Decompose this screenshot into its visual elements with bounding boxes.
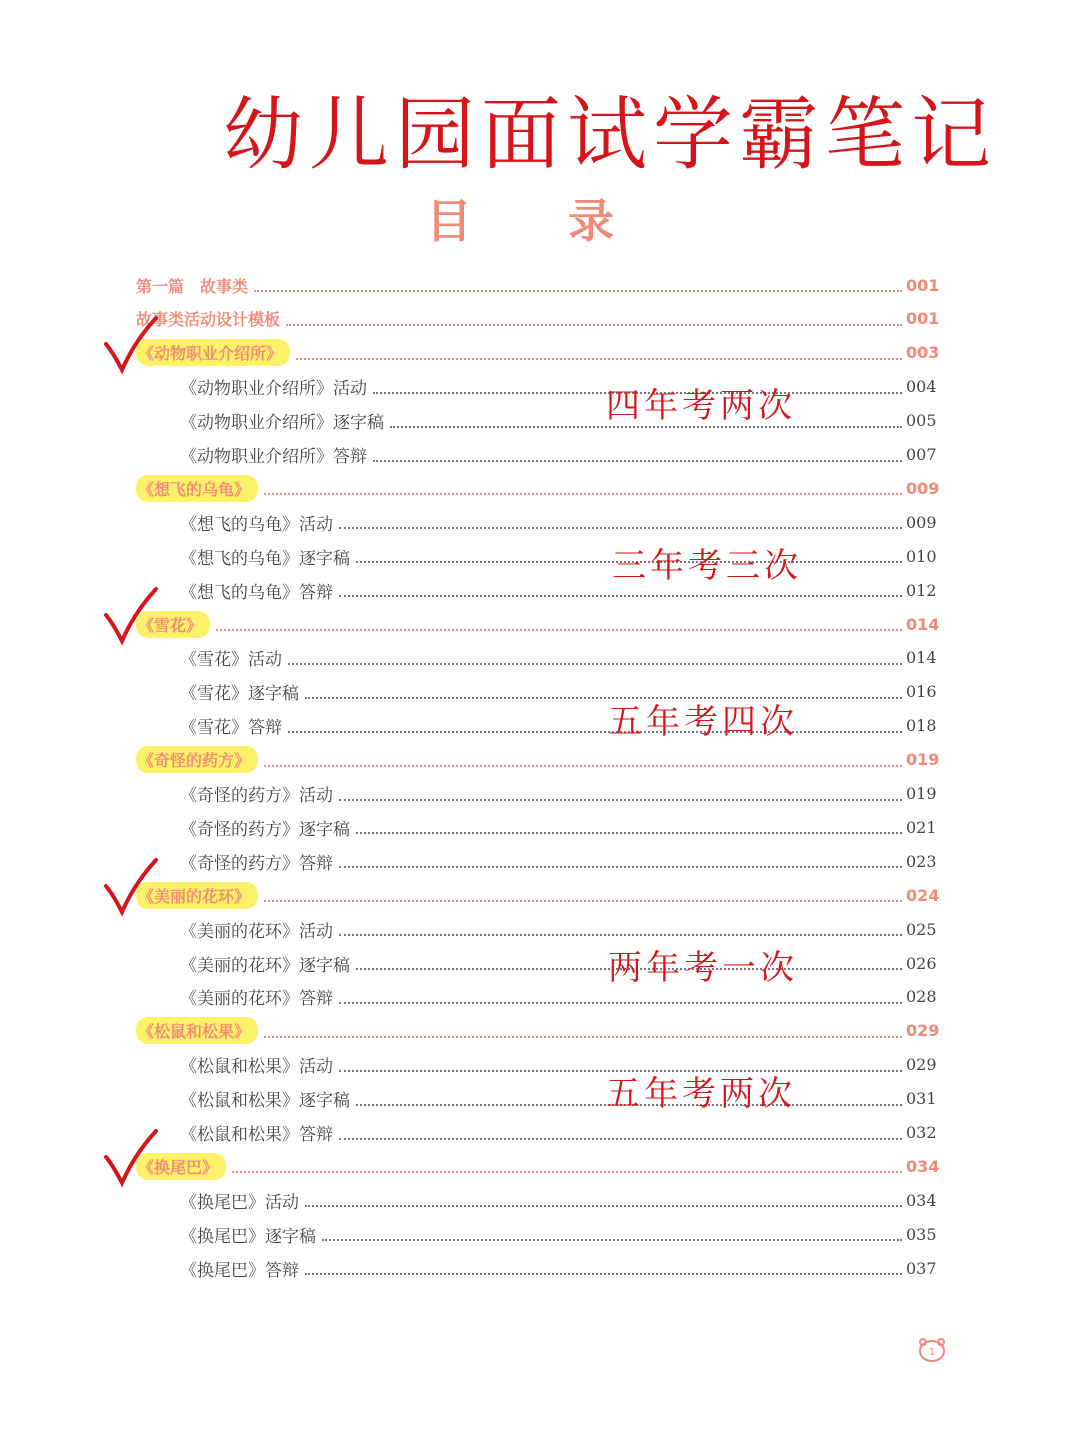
toc-item-row[interactable] [180, 505, 937, 539]
toc-entry-title: 《雪花》答辩 [180, 718, 282, 739]
toc-page-number: 014 [906, 648, 937, 668]
toc-page-number: 032 [906, 1123, 937, 1142]
toc-page-number: 010 [906, 546, 937, 566]
toc-item-row[interactable] [180, 1082, 937, 1116]
dot-leader [305, 697, 902, 699]
toc-entry-title: 《换尾巴》 [136, 1153, 226, 1180]
toc-heading-row[interactable] [136, 878, 940, 912]
toc-item-row[interactable] [180, 573, 937, 607]
toc-entry-title: 《换尾巴》逐字稿 [180, 1226, 316, 1247]
annotation-note: 三年考三次 [612, 546, 802, 586]
annotation-note: 五年考四次 [608, 702, 798, 742]
toc-item-row[interactable] [180, 370, 937, 404]
toc-item-row[interactable] [180, 946, 937, 980]
toc-page-number: 018 [906, 716, 937, 736]
dot-leader [286, 324, 902, 326]
toc-entry-title: 《动物职业介绍所》 [136, 339, 290, 366]
toc-entry-title: 《松鼠和松果》逐字稿 [180, 1091, 350, 1112]
toc-entry-title: 故事类活动设计模板 [136, 310, 281, 330]
toc-entry-title: 《奇怪的药方》答辩 [180, 853, 333, 874]
toc-page-number: 029 [906, 1021, 940, 1041]
toc-page-number: 034 [906, 1156, 940, 1176]
toc-entry-title: 《想飞的乌龟》 [136, 475, 258, 502]
dot-leader [296, 358, 902, 360]
dot-leader [339, 866, 902, 868]
toc-item-row[interactable] [180, 404, 937, 438]
dot-leader [339, 799, 902, 801]
toc-item-row[interactable] [180, 1251, 937, 1285]
toc-item-row[interactable] [180, 641, 937, 675]
toc-item-row[interactable] [180, 810, 937, 844]
toc-entry-title: 《想飞的乌龟》活动 [180, 514, 333, 535]
toc-heading-row[interactable] [136, 336, 940, 370]
toc-entry-title: 《雪花》活动 [180, 650, 282, 671]
dot-leader [264, 1036, 902, 1038]
dot-leader [264, 493, 902, 495]
toc-heading: 目 录 [425, 194, 654, 248]
toc-entry-title: 《想飞的乌龟》逐字稿 [180, 548, 350, 569]
dot-leader [254, 290, 902, 292]
toc-item-row[interactable] [180, 539, 937, 573]
toc-page-number: 009 [906, 512, 937, 532]
toc-page-number: 016 [906, 682, 937, 702]
toc-page-number: 037 [906, 1258, 937, 1278]
dot-leader [305, 1205, 902, 1207]
toc-item-row[interactable] [180, 980, 937, 1014]
toc-entry-title: 《松鼠和松果》活动 [180, 1057, 333, 1078]
toc-item-row[interactable] [180, 1116, 937, 1150]
dot-leader [288, 663, 902, 665]
toc-page-number: 019 [906, 750, 940, 770]
toc-entry-title: 《雪花》 [136, 611, 210, 638]
toc-item-row[interactable] [180, 709, 937, 743]
toc-section-row[interactable] [136, 268, 940, 302]
toc-entry-title: 《换尾巴》答辩 [180, 1260, 299, 1281]
toc-page-number: 001 [906, 275, 940, 295]
toc-entry-title: 《奇怪的药方》活动 [180, 786, 333, 806]
toc-item-row[interactable] [180, 1048, 937, 1082]
toc-heading-row[interactable] [136, 743, 940, 777]
page-number: 1 [928, 1347, 936, 1358]
toc-page-number: 004 [906, 377, 937, 397]
toc-item-row[interactable] [180, 777, 937, 811]
toc-page-number: 025 [906, 919, 937, 939]
dot-leader [288, 731, 902, 733]
toc-entry-title: 《换尾巴》活动 [180, 1192, 299, 1213]
toc-page-number: 009 [906, 478, 940, 498]
toc-page-number: 031 [906, 1089, 937, 1109]
dot-leader [356, 832, 902, 834]
toc-page-number: 021 [906, 817, 937, 837]
toc-entry-title: 《动物职业介绍所》活动 [180, 379, 367, 400]
toc-entry-title: 《雪花》逐字稿 [180, 684, 299, 705]
toc-page-number: 026 [906, 953, 937, 973]
toc-item-row[interactable] [180, 1183, 937, 1217]
dot-leader [339, 934, 902, 936]
toc-page-number: 014 [906, 614, 940, 634]
page-number-badge [918, 1338, 946, 1362]
toc-item-row[interactable] [180, 675, 937, 709]
toc-page-number: 019 [906, 784, 937, 803]
toc-entry-title: 《奇怪的药方》 [136, 746, 258, 773]
toc-entry-title: 《美丽的花环》逐字稿 [180, 955, 350, 976]
toc-page-number: 028 [906, 987, 937, 1007]
toc-entry-title: 《松鼠和松果》 [136, 1017, 258, 1044]
toc-section-row[interactable] [136, 302, 940, 336]
dot-leader [216, 629, 902, 631]
toc-page-number: 034 [906, 1190, 937, 1210]
toc-entry-title: 《奇怪的药方》逐字稿 [180, 819, 350, 840]
dot-leader [264, 900, 902, 902]
toc-entry-title: 《动物职业介绍所》答辩 [180, 447, 367, 467]
toc-heading-row[interactable] [136, 1014, 940, 1048]
annotation-note: 五年考两次 [606, 1074, 796, 1114]
dot-leader [339, 527, 902, 529]
toc-item-row[interactable] [180, 912, 937, 946]
toc-entry-title: 第一篇 故事类 [136, 276, 249, 296]
checkmark-icon [100, 585, 170, 655]
checkmark-icon [100, 1127, 170, 1197]
toc-entry-title: 《动物职业介绍所》逐字稿 [180, 413, 384, 434]
toc-heading-row[interactable] [136, 607, 940, 641]
checkmark-icon [100, 314, 170, 384]
annotation-note: 两年考一次 [608, 948, 798, 988]
dot-leader [373, 460, 902, 462]
dot-leader [322, 1239, 902, 1241]
toc-page-number: 012 [906, 580, 937, 600]
dot-leader [305, 1273, 902, 1275]
toc-heading-row[interactable] [136, 471, 940, 505]
dot-leader [264, 765, 902, 767]
dot-leader [339, 595, 902, 597]
toc-page-number: 007 [906, 445, 937, 464]
toc-page-number: 005 [906, 411, 937, 431]
toc-page-number: 003 [906, 343, 940, 363]
toc-entry-title: 《美丽的花环》答辩 [180, 989, 333, 1010]
toc-entry-title: 《美丽的花环》活动 [180, 921, 333, 942]
dot-leader [339, 1138, 902, 1140]
toc-page-number: 035 [906, 1224, 937, 1244]
checkmark-icon [100, 856, 170, 926]
toc-entry-title: 《美丽的花环》 [136, 882, 258, 909]
toc-page-number: 001 [906, 309, 940, 329]
toc-entry-title: 《松鼠和松果》答辩 [180, 1125, 333, 1145]
dot-leader [339, 1002, 902, 1004]
toc-item-row[interactable] [180, 1217, 937, 1251]
handwritten-title: 幼儿园面试学霸笔记 [223, 88, 997, 181]
toc-heading-row[interactable] [136, 1149, 940, 1183]
toc-item-row[interactable] [180, 844, 937, 878]
toc-page-number: 029 [906, 1055, 937, 1075]
toc-entry-title: 《想飞的乌龟》答辩 [180, 582, 333, 603]
annotation-note: 四年考两次 [606, 386, 796, 426]
toc-item-row[interactable] [180, 438, 937, 472]
toc-page-number: 023 [906, 851, 937, 871]
toc-page-number: 024 [906, 885, 940, 905]
dot-leader [232, 1171, 902, 1173]
